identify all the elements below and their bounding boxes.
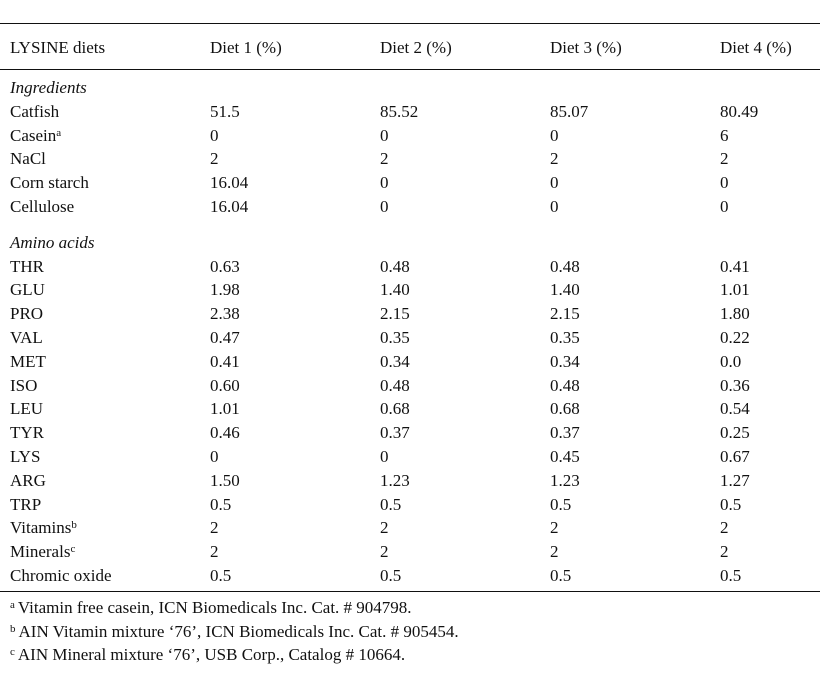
value-cell-diet-3: 85.07 [550,101,589,121]
value-cell-diet-2: 2.15 [380,304,410,324]
lysine-diets-table [10,30,820,588]
spacer-cell [10,219,820,229]
value-cell-diet-2: 0.34 [380,351,410,371]
row-label-cell [10,493,210,517]
value-cell-diet-2: 2 [380,149,389,169]
table-row [10,350,820,374]
value-cell-diet-4: 0.0 [720,351,742,371]
table-row [10,326,820,350]
value-cell-diet-1: 0 [210,125,219,145]
value-cell-diet-4: 0.5 [720,494,742,514]
top-rule [0,23,820,24]
row-label-cell [10,421,210,445]
value-cell-diet-4: 0.22 [720,327,750,347]
row-label: Cellulose [10,196,75,216]
table-row [10,421,820,445]
header-row [10,30,820,66]
footnote-mark: b [10,622,16,635]
table-row [10,302,820,326]
row-label-cell [10,540,210,564]
table-row [10,493,820,517]
footnote-marker: a [56,126,62,139]
row-label: MET [10,351,46,371]
section-heading-row [10,74,820,100]
value-cell-diet-3: 0.5 [550,494,572,514]
section-heading-row [10,229,820,255]
table-row [10,100,820,124]
value-cell-diet-3: 0.37 [550,423,580,443]
value-cell-diet-4: 1.01 [720,280,750,300]
row-label: LEU [10,399,44,419]
table-row [10,278,820,302]
value-cell-diet-1: 0.46 [210,423,240,443]
row-label: ISO [10,375,38,395]
value-cell-diet-4: 6 [720,125,729,145]
spacer-row [10,219,820,229]
value-cell-diet-2: 0 [380,125,389,145]
row-label-cell [10,124,210,148]
value-cell-diet-2: 0.5 [380,565,402,585]
value-cell-diet-3: 0.48 [550,256,580,276]
footnote-text: AIN Mineral mixture ‘76’, USB Corp., Catalog # 10664. [17,645,406,664]
header-diet-2: Diet 2 (%) [380,38,452,57]
footnotes [10,596,810,667]
spacer-cell [10,66,820,74]
value-cell-diet-3: 2 [550,149,559,169]
row-label: VAL [10,327,43,347]
value-cell-diet-4: 2 [720,518,729,538]
value-cell-diet-1: 16.04 [210,196,249,216]
header-label: LYSINE diets [10,38,106,57]
footnote-text: AIN Vitamin mixture ‘76’, ICN Biomedicals Inc. Cat. # 905454. [18,621,459,641]
value-cell-diet-3: 2 [550,518,559,538]
value-cell-diet-2: 0.48 [380,256,410,276]
footnote [10,620,810,644]
value-cell-diet-2: 0.35 [380,327,410,347]
row-label-cell [10,516,210,540]
row-label-cell [10,564,210,588]
footnote-text: Vitamin free casein, ICN Biomedicals Inc. Cat. # 904798. [17,598,412,617]
row-label-cell [10,445,210,469]
row-label: THR [10,256,44,276]
row-label-cell [10,255,210,279]
row-label-cell [10,397,210,421]
value-cell-diet-1: 0.5 [210,494,232,514]
table-row [10,124,820,148]
section-title: Ingredients [10,78,87,97]
footnote [10,596,810,620]
header-diet-1: Diet 1 (%) [210,38,282,57]
footnote [10,643,810,667]
value-cell-diet-3: 0.68 [550,399,580,419]
row-label: PRO [10,304,44,324]
value-cell-diet-1: 2 [210,542,219,562]
value-cell-diet-2: 0.68 [380,399,410,419]
spacer-row [10,66,820,74]
row-label: Casein [10,125,57,145]
footnote-marker: c [70,543,76,556]
value-cell-diet-1: 51.5 [210,101,240,121]
row-label: GLU [10,280,45,300]
value-cell-diet-3: 2.15 [550,304,580,324]
value-cell-diet-3: 0.48 [550,375,580,395]
value-cell-diet-3: 0.5 [550,565,572,585]
value-cell-diet-4: 0.54 [720,399,750,419]
value-cell-diet-1: 2.38 [210,304,240,324]
value-cell-diet-3: 0.35 [550,327,580,347]
value-cell-diet-3: 0.34 [550,351,580,371]
value-cell-diet-2: 1.40 [380,280,410,300]
bottom-rule [0,591,820,592]
value-cell-diet-4: 1.80 [720,304,750,324]
value-cell-diet-2: 0.37 [380,423,410,443]
row-label-cell [10,171,210,195]
row-label-cell [10,100,210,124]
value-cell-diet-1: 1.50 [210,470,240,490]
row-label: Vitamins [10,518,72,538]
value-cell-diet-3: 2 [550,542,559,562]
row-label-cell [10,302,210,326]
value-cell-diet-2: 0 [380,196,389,216]
row-label: Catfish [10,101,60,121]
row-label: ARG [10,470,46,490]
table-row [10,445,820,469]
value-cell-diet-2: 0.48 [380,375,410,395]
header-diet-3: Diet 3 (%) [550,38,622,57]
value-cell-diet-1: 1.01 [210,399,240,419]
value-cell-diet-4: 0.5 [720,565,742,585]
value-cell-diet-3: 0 [550,173,559,193]
value-cell-diet-4: 0.36 [720,375,750,395]
row-label: Corn starch [10,173,89,193]
table-row [10,195,820,219]
value-cell-diet-1: 0.60 [210,375,240,395]
value-cell-diet-4: 0.25 [720,423,750,443]
row-label: TRP [10,494,42,514]
value-cell-diet-2: 0 [380,446,389,466]
row-label-cell [10,350,210,374]
value-cell-diet-4: 80.49 [720,101,759,121]
row-label-cell [10,326,210,350]
row-label-cell [10,374,210,398]
value-cell-diet-1: 0.63 [210,256,240,276]
value-cell-diet-1: 1.98 [210,280,240,300]
table-row [10,469,820,493]
table-row [10,516,820,540]
value-cell-diet-4: 2 [720,542,729,562]
value-cell-diet-4: 1.27 [720,470,750,490]
value-cell-diet-4: 0 [720,196,729,216]
value-cell-diet-1: 0.47 [210,327,240,347]
value-cell-diet-4: 0.67 [720,446,750,466]
row-label: LYS [10,446,41,466]
row-label-cell [10,469,210,493]
value-cell-diet-1: 2 [210,149,219,169]
value-cell-diet-2: 2 [380,542,389,562]
table-row [10,540,820,564]
row-label: TYR [10,423,44,443]
value-cell-diet-1: 16.04 [210,173,249,193]
row-label-cell [10,278,210,302]
value-cell-diet-2: 0 [380,173,389,193]
footnote-mark: a [10,599,15,611]
value-cell-diet-2: 0.5 [380,494,402,514]
value-cell-diet-3: 1.40 [550,280,580,300]
value-cell-diet-1: 0.41 [210,351,240,371]
table-row [10,397,820,421]
value-cell-diet-1: 0.5 [210,565,232,585]
value-cell-diet-3: 0.45 [550,446,580,466]
row-label-cell [10,147,210,171]
section-title: Amino acids [10,232,95,252]
table-row [10,564,820,588]
table-row [10,171,820,195]
table-row [10,374,820,398]
table-row [10,147,820,171]
footnote-mark: c [10,646,15,658]
value-cell-diet-3: 1.23 [550,470,580,490]
value-cell-diet-1: 0 [210,446,219,466]
row-label: Chromic oxide [10,565,112,585]
value-cell-diet-3: 0 [550,196,559,216]
value-cell-diet-4: 0.41 [720,256,750,276]
row-label: NaCl [10,149,46,169]
value-cell-diet-3: 0 [550,125,559,145]
footnote-marker: b [71,519,77,532]
value-cell-diet-2: 1.23 [380,470,410,490]
value-cell-diet-4: 2 [720,149,729,169]
table-row [10,255,820,279]
value-cell-diet-4: 0 [720,173,729,193]
row-label: Minerals [10,542,71,562]
value-cell-diet-1: 2 [210,518,219,538]
header-diet-4: Diet 4 (%) [720,38,792,57]
row-label-cell [10,195,210,219]
value-cell-diet-2: 85.52 [380,101,419,121]
value-cell-diet-2: 2 [380,518,389,538]
